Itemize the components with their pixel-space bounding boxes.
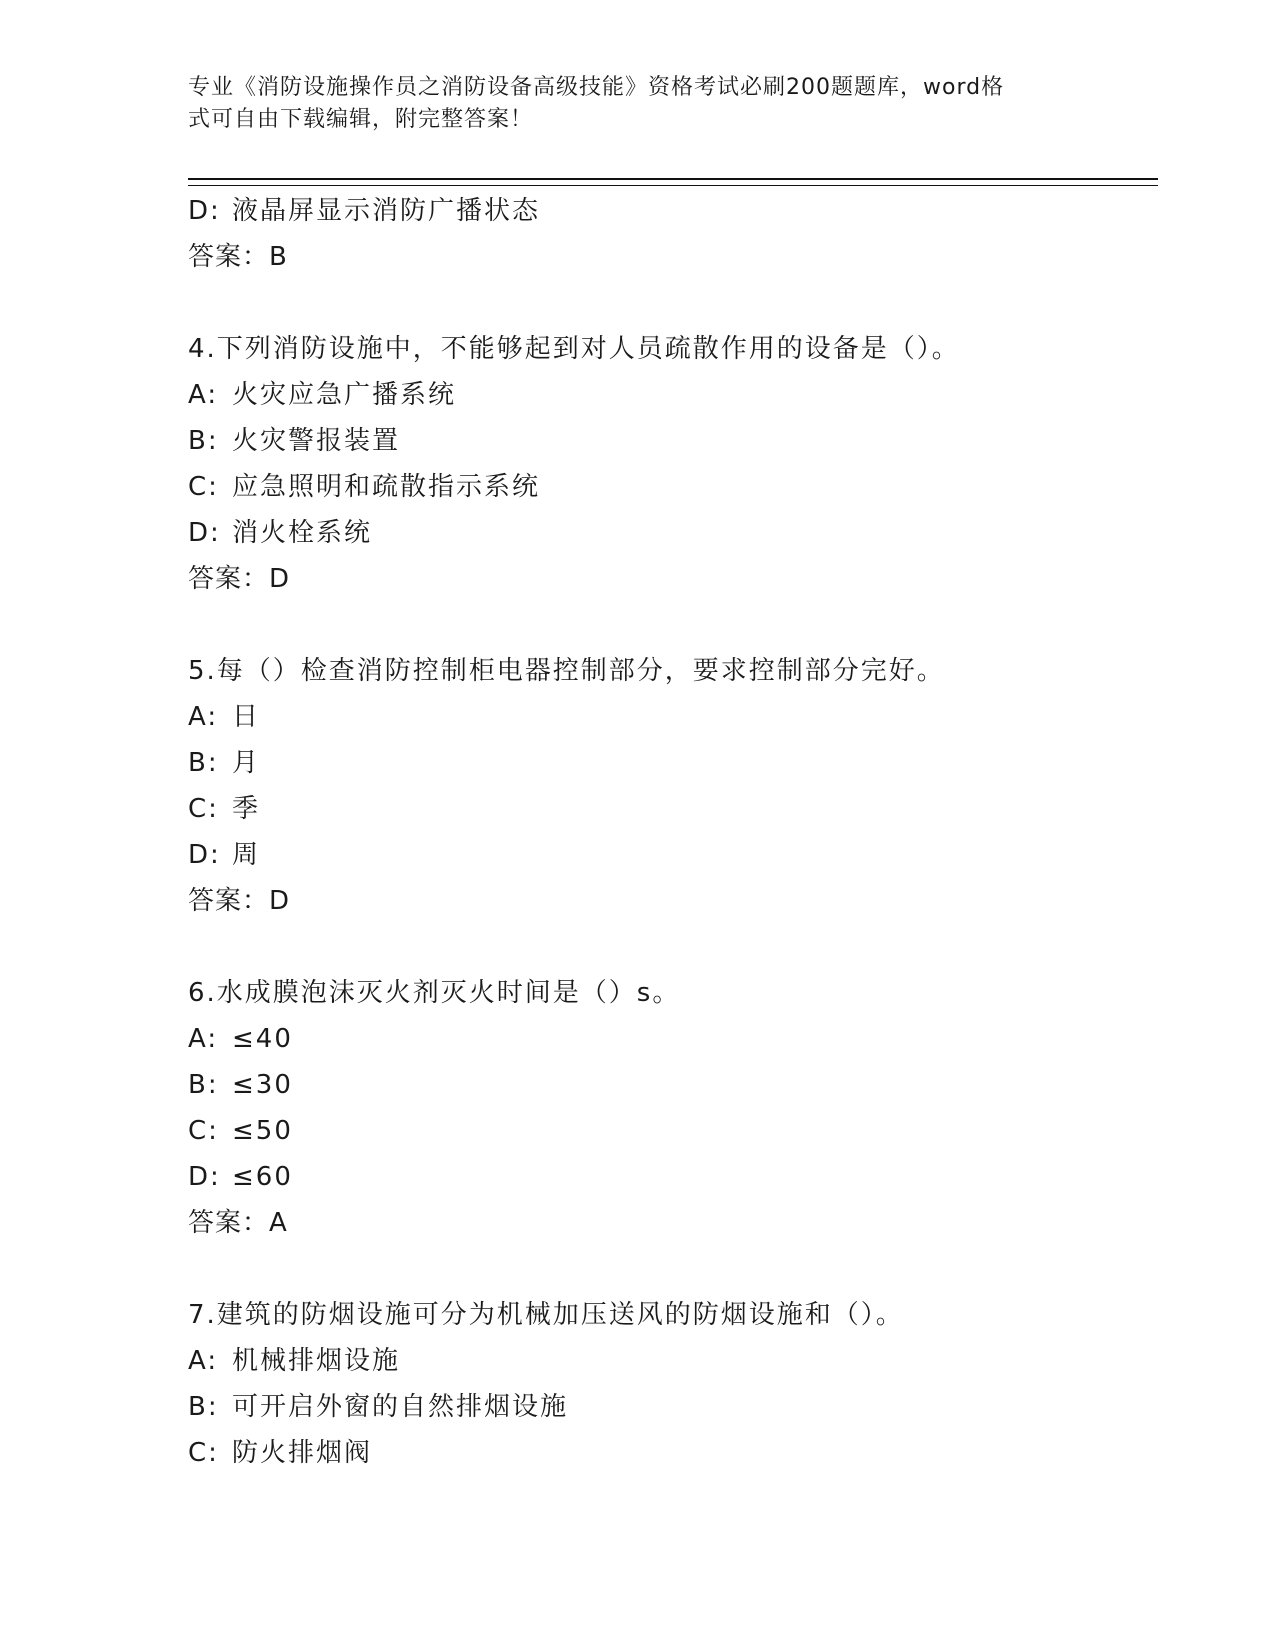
option-letter: A: <box>188 702 219 732</box>
option-text: 季 <box>232 794 261 824</box>
answer-line: 答案：B <box>188 242 288 272</box>
option-letter: D: <box>188 1162 221 1192</box>
option-letter: B: <box>188 1070 219 1100</box>
option-text: ≤50 <box>232 1116 293 1146</box>
option-text: 月 <box>232 748 261 778</box>
option-b <box>188 418 1158 464</box>
option-text: ≤60 <box>232 1162 293 1192</box>
option-text: 应急照明和疏散指示系统 <box>232 472 541 502</box>
option-text: 周 <box>232 840 261 870</box>
option-letter: A: <box>188 1024 219 1054</box>
option-d <box>188 188 1158 234</box>
option-text: 防火排烟阀 <box>232 1438 373 1468</box>
option-a <box>188 1016 1158 1062</box>
spacer <box>188 280 1158 326</box>
option-text: 火灾应急广播系统 <box>232 380 457 410</box>
option-text: ≤40 <box>232 1024 293 1054</box>
option-c <box>188 464 1158 510</box>
question-stem: 5.每（）检查消防控制柜电器控制部分，要求控制部分完好。 <box>188 656 945 686</box>
option-text: 可开启外窗的自然排烟设施 <box>232 1392 569 1422</box>
option-letter: A: <box>188 1346 219 1376</box>
option-letter: B: <box>188 1392 219 1422</box>
question-stem: 4.下列消防设施中，不能够起到对人员疏散作用的设备是（）。 <box>188 334 960 364</box>
spacer <box>188 1246 1158 1292</box>
option-b <box>188 740 1158 786</box>
option-a <box>188 372 1158 418</box>
option-letter: D: <box>188 196 221 226</box>
answer-line: 答案：D <box>188 564 291 594</box>
option-b <box>188 1384 1158 1430</box>
question-stem: 6.水成膜泡沫灭火剂灭火时间是（）s。 <box>188 978 681 1008</box>
option-c <box>188 1430 1158 1476</box>
option-d <box>188 1154 1158 1200</box>
option-text: ≤30 <box>232 1070 293 1100</box>
header-divider-thick <box>188 178 1158 180</box>
header-line-2: 式可自由下载编辑，附完整答案！ <box>188 107 534 132</box>
question-stem: 7.建筑的防烟设施可分为机械加压送风的防烟设施和（）。 <box>188 1300 904 1330</box>
option-letter: A: <box>188 380 219 410</box>
option-text: 机械排烟设施 <box>232 1346 401 1376</box>
option-text: 消火栓系统 <box>232 518 373 548</box>
option-text: 火灾警报装置 <box>232 426 401 456</box>
option-a <box>188 694 1158 740</box>
question-content <box>188 188 1158 1476</box>
option-letter: B: <box>188 748 219 778</box>
option-d <box>188 832 1158 878</box>
answer-line: 答案：A <box>188 1208 288 1238</box>
document-header <box>188 72 1068 136</box>
option-b <box>188 1062 1158 1108</box>
option-letter: C: <box>188 1116 219 1146</box>
option-c <box>188 1108 1158 1154</box>
spacer <box>188 602 1158 648</box>
option-letter: C: <box>188 794 219 824</box>
option-text: 液晶屏显示消防广播状态 <box>232 196 541 226</box>
header-line-1: 专业《消防设施操作员之消防设备高级技能》资格考试必刷200题题库，word格 <box>188 75 1005 100</box>
spacer <box>188 924 1158 970</box>
option-c <box>188 786 1158 832</box>
answer-line: 答案：D <box>188 886 291 916</box>
option-a <box>188 1338 1158 1384</box>
option-text: 日 <box>232 702 261 732</box>
option-letter: C: <box>188 472 219 502</box>
header-divider-thin <box>188 185 1158 186</box>
option-letter: D: <box>188 518 221 548</box>
option-letter: B: <box>188 426 219 456</box>
option-d <box>188 510 1158 556</box>
option-letter: D: <box>188 840 221 870</box>
option-letter: C: <box>188 1438 219 1468</box>
